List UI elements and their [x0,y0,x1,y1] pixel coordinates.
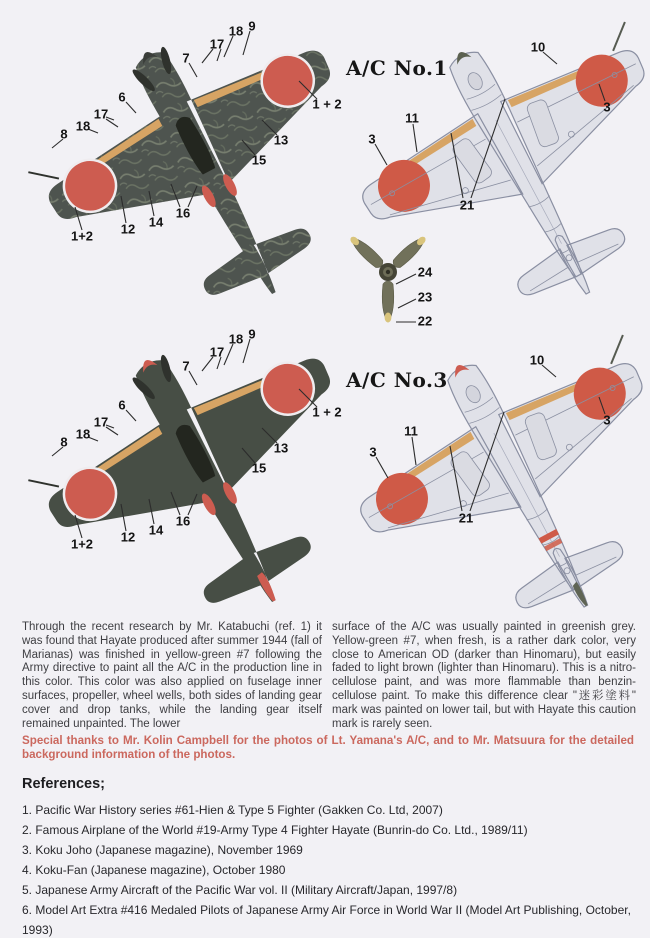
callout-label: 1 + 2 [312,404,342,420]
callout-label: 21 [459,197,475,213]
callout-label: 18 [75,118,91,134]
callout-label: 1 + 2 [312,96,342,112]
callout-label: 15 [251,460,267,476]
paragraph-right-column: surface of the A/C was usually painted in greenish grey. Yellow-green #7, when fresh, is a rather dark color, very close to American OD (darker than Hinomaru), but easily faded to light brown (lighter than Hinomaru). This is a nitro-cellulose paint, and was more flammable than benzin-cellulose paint. To make this difference clear "迷彩塗料" mark was painted on lower tail, but with Hayate this caution mark is rarely seen. [332,621,636,730]
callout-leader-line [126,410,136,421]
callout-label: 11 [405,110,419,126]
callout-label: 7 [182,358,190,374]
callout-label: 13 [273,440,289,456]
callout-label: 17 [209,344,225,360]
callout-label: 11 [404,423,418,439]
callout-leader-line [189,63,197,77]
callout-label: 17 [209,36,225,52]
callout-leader-line [189,371,197,385]
callout-leader-line [398,299,416,308]
callout-leader-line [375,144,387,165]
callout-label: 7 [182,50,190,66]
callout-leader-line [224,344,233,365]
callout-label: 6 [118,397,126,413]
callout-label: 12 [120,529,136,545]
references-heading: References; [22,776,106,792]
aircraft-no3-label: A/C No.3 [346,368,448,392]
callout-leader-line [243,339,250,363]
aircraft-no3-top-view [5,288,411,620]
special-thanks-note: Special thanks to Mr. Kolin Campbell for the photos of Lt. Yamana's A/C, and to Mr. Matsuura for the detailed background information of the photos. [22,734,634,762]
callout-label: 3 [603,99,611,115]
body-text-columns [22,621,636,731]
callout-leader-line [396,274,416,284]
reference-item: 5. Japanese Army Aircraft of the Pacific War vol. II (Military Aircraft/Japan, 1997/8) [22,883,458,897]
reference-item: 1. Pacific War History series #61-Hien & Type 5 Fighter (Gakken Co. Ltd, 2007) [22,803,443,817]
callout-label: 22 [417,313,433,329]
callout-label: 1+2 [70,536,94,552]
reference-item: 2. Famous Airplane of the World #19-Army Type 4 Fighter Hayate (Bunrin-do Co. Ltd., 1989/11) [22,823,528,837]
callout-label: 14 [148,522,164,538]
aircraft-no1-label: A/C No.1 [346,56,448,80]
callout-leader-line [412,437,416,465]
propeller-detail [347,233,429,322]
paragraph-left-column: Through the recent research by Mr. Katabuchi (ref. 1) it was found that Hayate produced after summer 1944 (fall of Marianas) was finished in yellow-green #7 following the Army directive to paint all the A/C in the production line in this color. This color was also applied on fuselage inner surfaces, propeller, wheel wells, both sides of landing gear cover and drop tanks, while the landing gear itself remained unpainted. The lower [22,621,322,730]
callout-label: 24 [417,264,433,280]
callouts-propeller [396,265,433,329]
callout-label: 8 [60,126,68,142]
callout-label: 10 [530,39,546,55]
callout-label: 18 [228,331,244,347]
callout-leader-line [376,457,388,478]
callout-label: 6 [118,89,126,105]
callout-label: 16 [175,205,191,221]
reference-item: 3. Koku Joho (Japanese magazine), November 1969 [22,843,303,857]
callout-label: 13 [273,132,289,148]
callout-label: 14 [148,214,164,230]
callout-label: 16 [175,513,191,529]
callout-label: 9 [248,18,256,34]
callout-label: 18 [75,426,91,442]
reference-item: 6. Model Art Extra #416 Medaled Pilots of Japanese Army Air Force in World War II (Model Art Publishing, October, 1993) [22,903,631,937]
callout-label: 9 [248,326,256,342]
callout-label: 3 [368,131,376,147]
callout-label: 8 [60,434,68,450]
callout-label: 12 [120,221,136,237]
callout-label: 1+2 [70,228,94,244]
callout-label: 3 [603,412,611,428]
callout-label: 17 [93,414,109,430]
callout-label: 23 [417,289,433,305]
callout-label: 21 [458,510,474,526]
reference-item: 4. Koku-Fan (Japanese magazine), October 1980 [22,863,286,877]
aircraft-no1-bottom-view [323,0,650,366]
callout-leader-line [413,124,417,152]
callout-label: 17 [93,106,109,122]
callout-leader-line [224,36,233,57]
callout-label: 15 [251,152,267,168]
callout-leader-line [243,31,250,55]
callout-label: 18 [228,23,244,39]
callout-label: 3 [369,444,377,460]
callout-leader-line [126,102,136,113]
references-list [22,800,636,938]
callout-label: 10 [529,352,545,368]
